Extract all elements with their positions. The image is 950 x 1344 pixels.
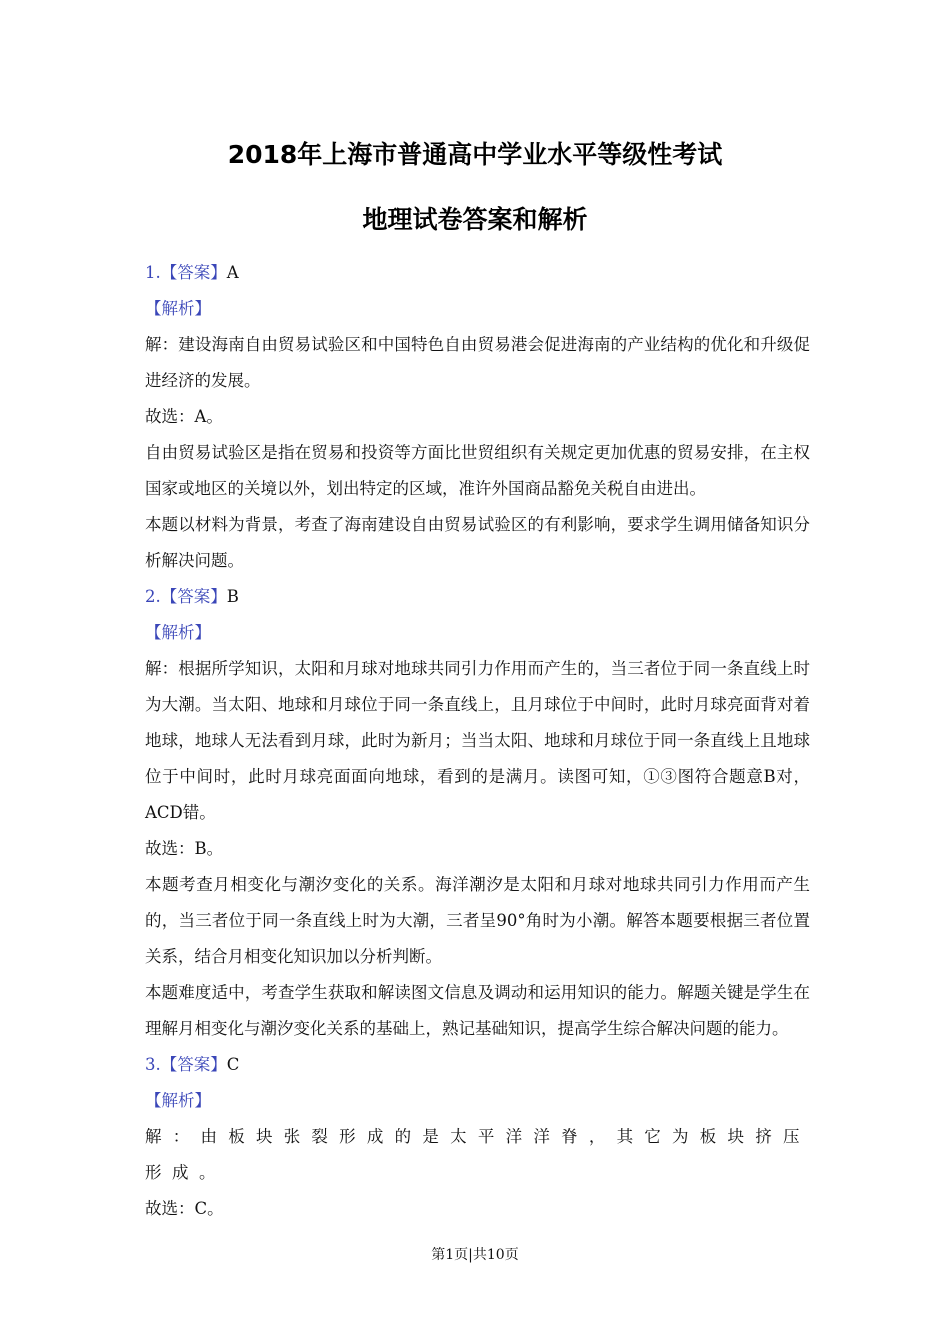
analysis-label-q3: 【解析】: [145, 1091, 211, 1110]
document-subtitle: 地理试卷答案和解析: [362, 205, 588, 234]
paragraph-q1-3: 自由贸易试验区是指在贸易和投资等方面比世贸组织有关规定更加优惠的贸易安排，在主权国家或地区的关境以外，划出特定的区域，准许外国商品豁免关税自由进出。: [145, 443, 810, 498]
answer-value-q2: B: [226, 587, 239, 606]
page-footer: 第1页|共10页: [431, 1247, 519, 1263]
paragraph-q2-3: 本题考查月相变化与潮汐变化的关系。海洋潮汐是太阳和月球对地球共同引力作用而产生的，当三者位于同一条直线上时为大潮，三者呈90°角时为小潮。解答本题要根据三者位置关系，结合月相变化知识加以分析判断。: [145, 875, 810, 966]
document-title: 2018年上海市普通高中学业水平等级性考试: [227, 140, 723, 169]
paragraph-q3-1: 解：由板块张裂形成的是太平洋洋脊，其它为板块挤压形成。: [145, 1127, 810, 1182]
answer-value-q3: C: [226, 1055, 240, 1074]
document-body: [145, 255, 810, 1227]
analysis-label-q2: 【解析】: [145, 623, 211, 642]
paragraph-q1-1: 解：建设海南自由贸易试验区和中国特色自由贸易港会促进海南的产业结构的优化和升级促进经济的发展。: [145, 335, 810, 390]
answer-line-q2: [145, 579, 810, 615]
paragraph-q2-2: 故选：B。: [145, 839, 224, 858]
paragraph-q2-1: 解：根据所学知识，太阳和月球对地球共同引力作用而产生的，当三者位于同一条直线上时为大潮。当太阳、地球和月球位于同一条直线上，且月球位于中间时，此时月球亮面背对着地球，地球人无法看到月球，此时为新月；当当太阳、地球和月球位于同一条直线上且地球位于中间时，此时月球亮面面向地球，看到的是满月。读图可知，①③图符合题意B对，ACD错。: [145, 659, 810, 822]
answer-label-q1: 1.【答案】: [145, 263, 227, 282]
answer-label-q3: 3.【答案】: [145, 1055, 227, 1074]
paragraph-q3-2: 故选：C。: [145, 1199, 224, 1218]
paragraph-q1-4: 本题以材料为背景，考查了海南建设自由贸易试验区的有利影响，要求学生调用储备知识分析解决问题。: [145, 515, 810, 570]
paragraph-q2-4: 本题难度适中，考查学生获取和解读图文信息及调动和运用知识的能力。解题关键是学生在理解月相变化与潮汐变化关系的基础上，熟记基础知识，提高学生综合解决问题的能力。: [145, 983, 810, 1038]
answer-line-q3: [145, 1047, 810, 1083]
answer-line-q1: [145, 255, 810, 291]
analysis-label-q1: 【解析】: [145, 299, 211, 318]
answer-label-q2: 2.【答案】: [145, 587, 227, 606]
answer-value-q1: A: [226, 263, 239, 282]
paragraph-q1-2: 故选：A。: [145, 407, 223, 426]
